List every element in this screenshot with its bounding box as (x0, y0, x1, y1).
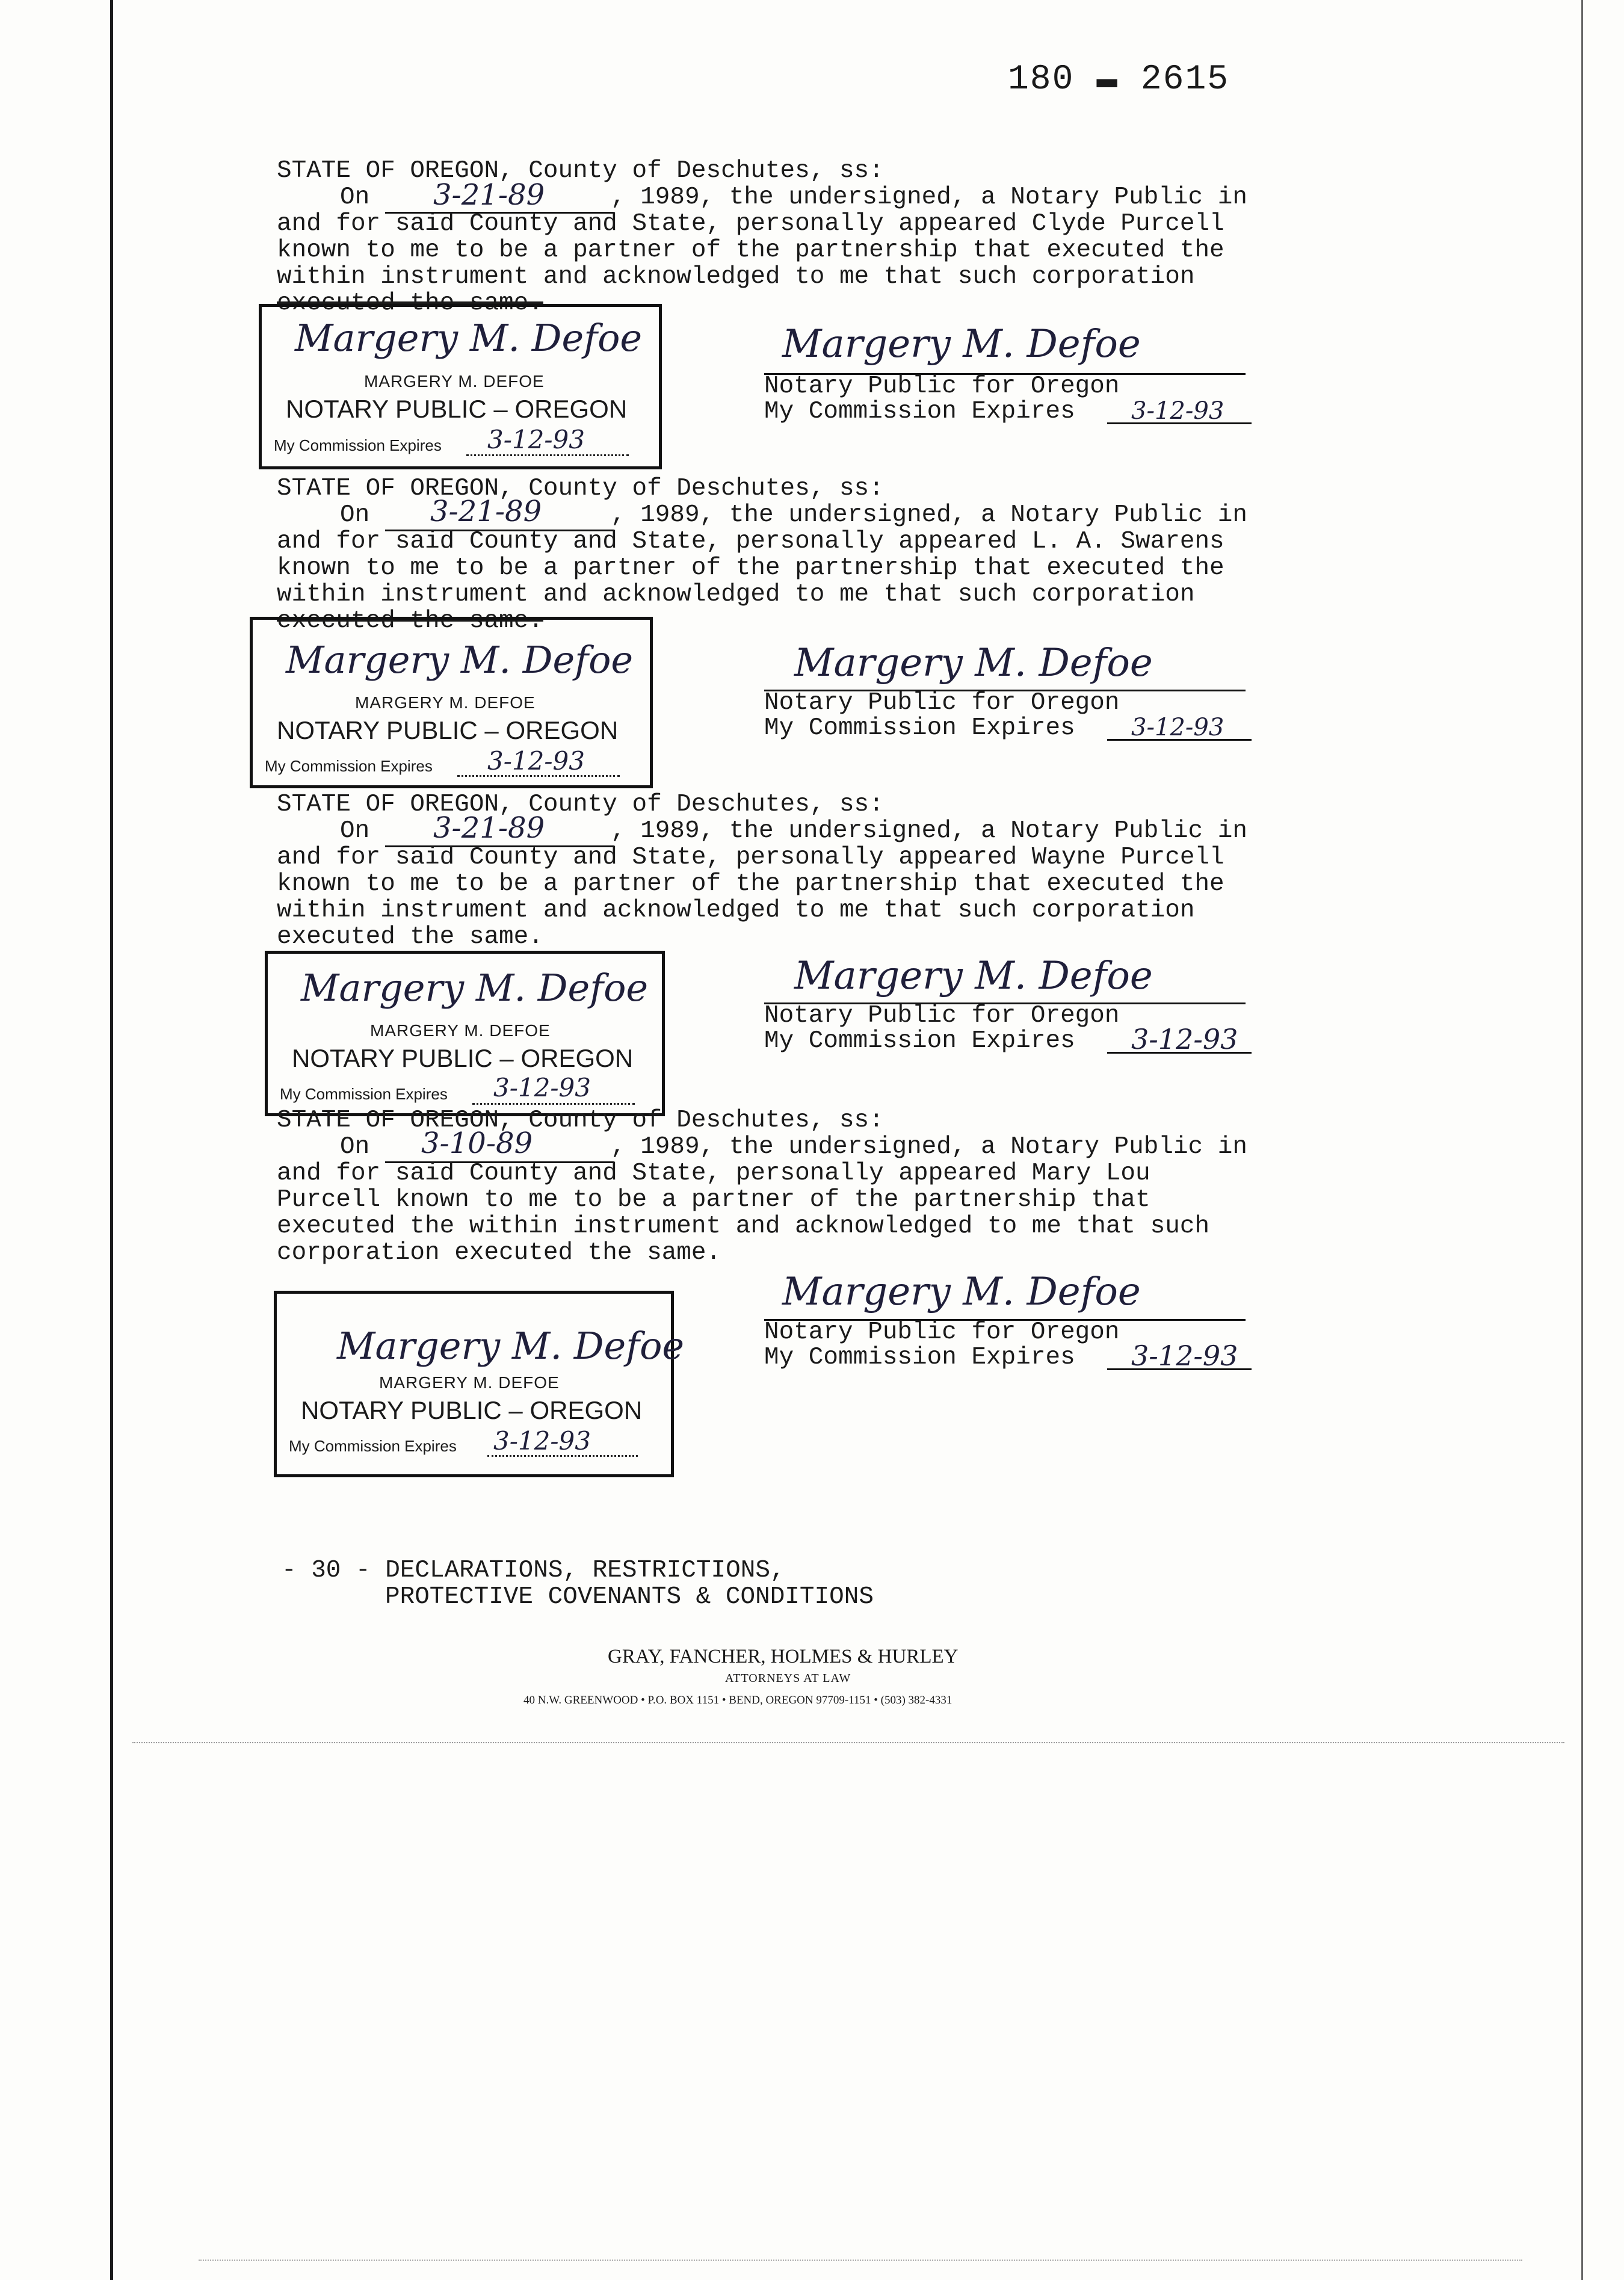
line-1: , 1989, the undersigned, a Notary Public in (611, 184, 1247, 211)
commission-date: 3-12-93 (1131, 1023, 1238, 1055)
law-firm-address: 40 N.W. GREENWOOD • P.O. BOX 1151 • BEND, OREGON 97709-1151 • (503) 382-4331 (523, 1694, 952, 1707)
notary-signature: Margery M. Defoe (782, 322, 1141, 366)
scan-artifact-line (199, 2260, 1522, 2261)
on-label: On (340, 817, 370, 845)
handwritten-date: 3-21-89 (433, 178, 545, 212)
stamp-name: MARGERY M. DEFOE (364, 372, 545, 391)
notary-label: Notary Public for Oregon (764, 1002, 1120, 1030)
line-2: and for said County and State, personally appeared Mary Lou (277, 1160, 1150, 1187)
stamp-name: MARGERY M. DEFOE (370, 1021, 551, 1040)
stamp-name: MARGERY M. DEFOE (355, 693, 536, 712)
notary-signature: Margery M. Defoe (782, 1270, 1141, 1314)
stamp-expires-label: My Commission Expires (265, 757, 433, 775)
line-4: within instrument and acknowledged to me that such corporation (277, 897, 1195, 924)
stamp-title: NOTARY PUBLIC – OREGON (286, 395, 628, 423)
stamp-dotted-line (472, 1103, 635, 1105)
commission-date: 3-12-93 (1131, 714, 1224, 741)
on-label: On (340, 184, 370, 211)
line-4: within instrument and acknowledged to me that such corporation (277, 581, 1195, 608)
county-line: STATE OF OREGON, County of Deschutes, ss: (277, 1107, 884, 1134)
handwritten-date: 3-10-89 (421, 1126, 533, 1160)
on-label: On (340, 1133, 370, 1161)
notary-signature: Margery M. Defoe (794, 954, 1153, 998)
handwritten-date: 3-21-89 (433, 811, 545, 845)
stamp-signature: Margery M. Defoe (295, 316, 643, 360)
line-3: known to me to be a partner of the partnership that executed the (277, 870, 1224, 898)
stamp-expires-date: 3-12-93 (493, 1073, 591, 1102)
scan-right-edge (1581, 0, 1583, 2280)
stamp-expires-label: My Commission Expires (280, 1085, 448, 1103)
page-title-line: PROTECTIVE COVENANTS & CONDITIONS (385, 1583, 874, 1611)
stamp-signature: Margery M. Defoe (286, 638, 634, 682)
line-5-struck: executed the same. (277, 607, 543, 635)
stamp-expires-label: My Commission Expires (274, 436, 442, 454)
notary-seal-stamp (265, 951, 665, 1116)
scan-artifact-line (132, 1742, 1564, 1743)
notary-seal-stamp (274, 1291, 685, 1477)
stamp-title: NOTARY PUBLIC – OREGON (292, 1044, 634, 1072)
page-number-line: - 30 - DECLARATIONS, RESTRICTIONS, (282, 1557, 785, 1584)
commission-date: 3-12-93 (1131, 397, 1224, 425)
line-1: , 1989, the undersigned, a Notary Public in (611, 501, 1247, 529)
notary-label: Notary Public for Oregon (764, 372, 1120, 400)
line-5-struck: executed the same. (277, 289, 543, 317)
stamp-signature: Margery M. Defoe (301, 966, 649, 1010)
line-5: executed the same. (277, 923, 543, 951)
law-firm-name: GRAY, FANCHER, HOLMES & HURLEY (608, 1646, 959, 1667)
notary-label: Notary Public for Oregon (764, 689, 1120, 717)
handwritten-date: 3-21-89 (430, 495, 542, 528)
notary-label: Notary Public for Oregon (764, 1318, 1120, 1346)
commission-label: My Commission Expires (764, 1027, 1075, 1055)
document-number: 180 ▬ 2615 (1008, 60, 1230, 99)
county-line: STATE OF OREGON, County of Deschutes, ss: (277, 791, 884, 818)
county-line: STATE OF OREGON, County of Deschutes, ss: (277, 157, 884, 185)
line-4: executed the within instrument and acknowledged to me that such (277, 1213, 1210, 1240)
line-2: and for said County and State, personally appeared Clyde Purcell (277, 210, 1224, 238)
commission-date: 3-12-93 (1131, 1339, 1238, 1372)
stamp-expires-date: 3-12-93 (487, 746, 585, 776)
stamp-expires-date: 3-12-93 (487, 425, 585, 454)
line-3: known to me to be a partner of the partnership that executed the (277, 236, 1224, 264)
stamp-name: MARGERY M. DEFOE (379, 1373, 560, 1392)
law-firm-subtitle: ATTORNEYS AT LAW (725, 1672, 851, 1685)
line-2: and for said County and State, personally appeared L. A. Swarens (277, 528, 1224, 555)
commission-label: My Commission Expires (764, 398, 1075, 425)
line-1: , 1989, the undersigned, a Notary Public in (611, 1133, 1247, 1161)
commission-label: My Commission Expires (764, 714, 1075, 742)
notary-signature: Margery M. Defoe (794, 641, 1153, 685)
stamp-dotted-line (466, 454, 629, 456)
stamp-title: NOTARY PUBLIC – OREGON (277, 716, 619, 744)
commission-label: My Commission Expires (764, 1344, 1075, 1371)
scan-left-edge (110, 0, 113, 2280)
county-line: STATE OF OREGON, County of Deschutes, ss: (277, 475, 884, 502)
stamp-expires-date: 3-12-93 (493, 1426, 591, 1456)
on-label: On (340, 501, 370, 529)
notary-seal-stamp (250, 617, 653, 788)
line-3: Purcell known to me to be a partner of the partnership that (277, 1186, 1150, 1214)
stamp-signature: Margery M. Defoe (337, 1324, 685, 1368)
stamp-expires-label: My Commission Expires (289, 1437, 457, 1455)
line-2: and for said County and State, personally appeared Wayne Purcell (277, 844, 1224, 871)
notary-seal-stamp (259, 304, 662, 469)
line-1: , 1989, the undersigned, a Notary Public in (611, 817, 1247, 845)
line-4: within instrument and acknowledged to me that such corporation (277, 263, 1195, 291)
stamp-title: NOTARY PUBLIC – OREGON (301, 1396, 643, 1424)
line-3: known to me to be a partner of the partnership that executed the (277, 554, 1224, 582)
line-5: corporation executed the same. (277, 1239, 721, 1267)
